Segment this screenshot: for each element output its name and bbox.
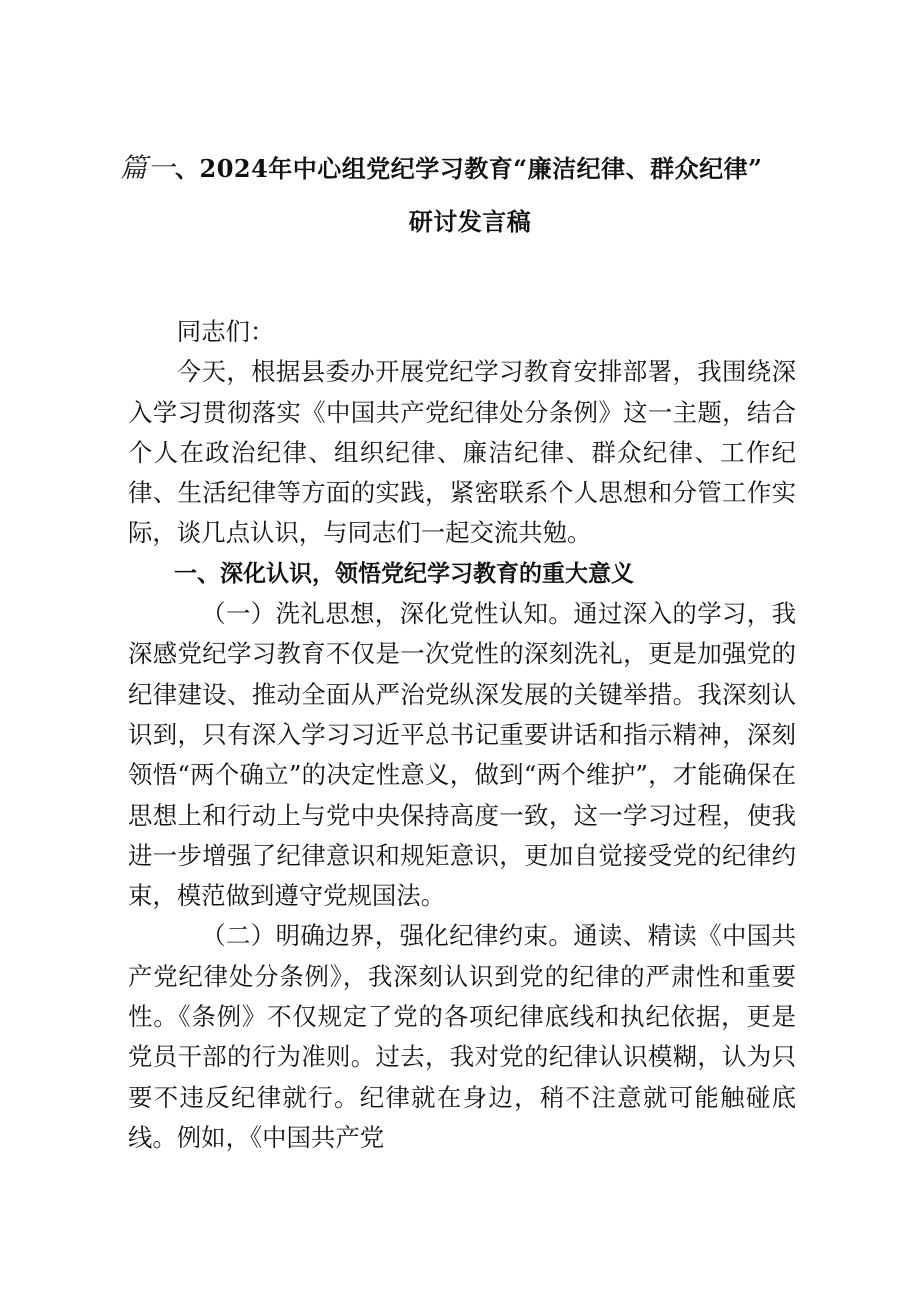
subsection-2: （二）明确边界，强化纪律约束。通读、精读《中国共产党纪律处分条例》，我深刻认识到党的纪律的严肃性和重要性。《条例》不仅规定了党的各项纪律底线和执纪依据，更是党员干部的行为准则。过去，我对党的纪律认识模糊，认为只要不违反纪律就行。纪律就在身边，稍不注意就可能触碰底线。例如，《中国共产党 (128, 921, 796, 1152)
intro-paragraph: 今天，根据县委办开展党纪学习教育安排部署，我围绕深入学习贯彻落实《中国共产党纪律处分条例》这一主题，结合个人在政治纪律、组织纪律、廉洁纪律、群众纪律、工作纪律、生活纪律等方面的实践，紧密联系个人思想和分管工作实际，谈几点认识，与同志们一起交流共勉。 (128, 357, 796, 548)
document-title-line2: 研讨发言稿 (408, 207, 532, 236)
section-heading-1: 一、深化认识，领悟党纪学习教育的重大意义 (174, 560, 634, 587)
title-prefix: 篇一 (120, 153, 175, 184)
document-title-line1 (120, 146, 820, 185)
subsection-1: （一）洗礼思想，深化党性认知。通过深入的学习，我深感党纪学习教育不仅是一次党性的深刻洗礼，更是加强党的纪律建设、推动全面从严治党纵深发展的关键举措。我深刻认识到，只有深入学习习近平总书记重要讲话和指示精神，深刻领悟“两个确立”的决定性意义，做到“两个维护”，才能确保在思想上和行动上与党中央保持高度一致，这一学习过程，使我进一步增强了纪律意识和规矩意识，更加自觉接受党的纪律约束，模范做到遵守党规国法。 (128, 599, 796, 911)
document-body (128, 312, 796, 1158)
salutation: 同志们： (176, 317, 275, 346)
title-text: 、2024年中心组党纪学习教育“廉洁纪律、群众纪律” (175, 154, 763, 183)
